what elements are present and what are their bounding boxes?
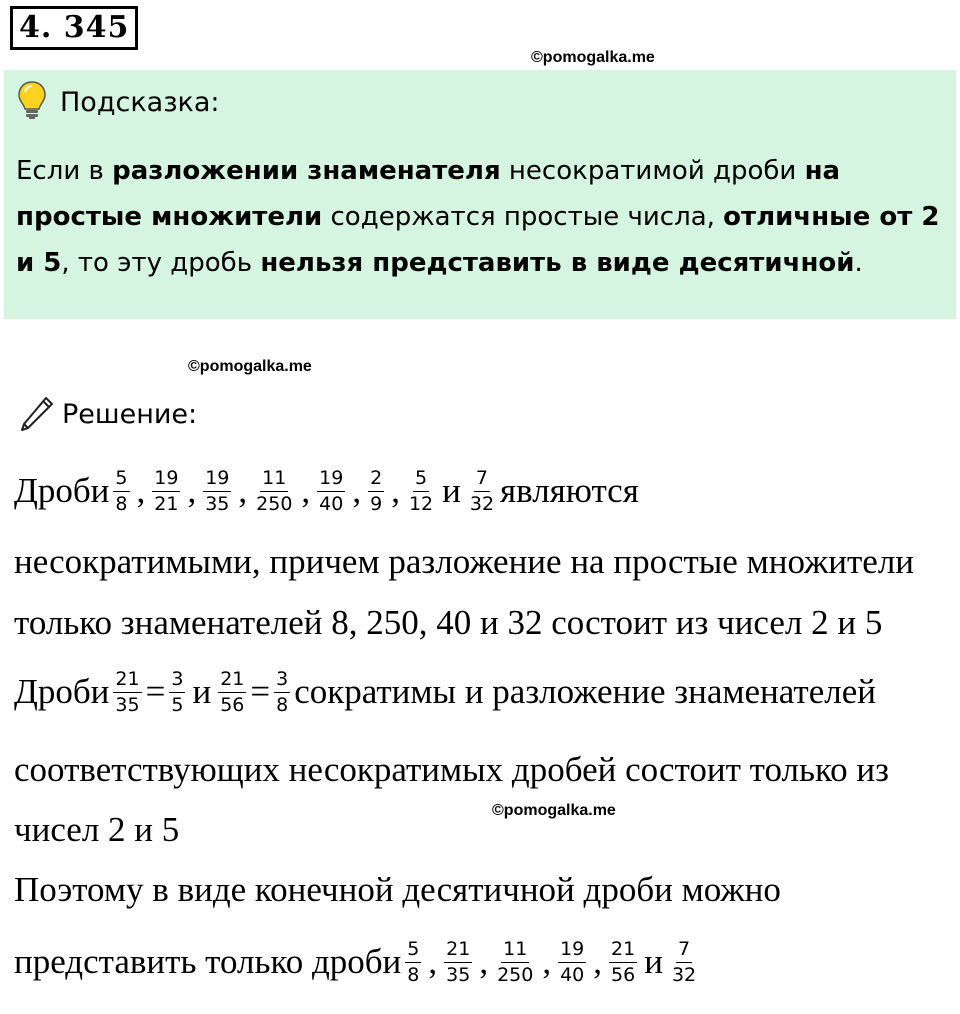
comma: , <box>301 471 311 510</box>
pencil-icon <box>16 392 56 437</box>
comma: , <box>136 471 146 510</box>
fraction <box>203 467 231 516</box>
hint-emphasis: нельзя представить в виде десятичной <box>260 248 855 278</box>
equals-sign: = <box>250 672 271 711</box>
denominator: 56 <box>611 963 636 986</box>
watermark: ©pomogalka.me <box>188 358 312 375</box>
denominator: 56 <box>220 693 245 716</box>
numerator: 11 <box>501 938 529 963</box>
comma: , <box>542 942 552 981</box>
line-text: Дроби <box>14 672 110 711</box>
fraction <box>169 668 185 717</box>
comma: , <box>187 471 197 510</box>
numerator: 21 <box>444 938 472 963</box>
solution-line-5: соответствующих несократимых дробей состоит только из <box>14 750 889 789</box>
line-text: представить только дроби <box>14 942 402 981</box>
hint-text <box>16 148 951 286</box>
numerator: 7 <box>474 467 490 492</box>
line-text: являются <box>500 471 639 510</box>
numerator: 21 <box>218 668 246 693</box>
numerator: 2 <box>368 467 384 492</box>
numerator: 19 <box>558 938 586 963</box>
fraction <box>317 467 345 516</box>
denominator: 40 <box>319 492 344 515</box>
solution-line-2: несократимыми, причем разложение на простые множители <box>14 542 915 581</box>
fraction <box>407 467 435 516</box>
comma: , <box>238 471 248 510</box>
denominator: 35 <box>115 693 140 716</box>
fraction <box>558 938 586 987</box>
problem-number: 4. 345 <box>10 6 138 50</box>
comma: , <box>352 471 362 510</box>
fraction <box>495 938 535 987</box>
fraction <box>152 467 180 516</box>
numerator: 21 <box>609 938 637 963</box>
fraction <box>670 938 698 987</box>
hint-title: Подсказка: <box>60 86 220 118</box>
solution-line-8 <box>14 937 702 987</box>
denominator: 250 <box>497 963 534 986</box>
solution-line-3: только знаменателей 8, 250, 40 и 32 состоит из чисел 2 и 5 <box>14 603 883 642</box>
denominator: 35 <box>446 963 471 986</box>
fraction <box>113 467 129 516</box>
equals-sign: = <box>145 672 166 711</box>
denominator: 8 <box>407 963 420 986</box>
line-text: сократимы и разложение знаменателей <box>294 672 876 711</box>
comma: , <box>428 942 438 981</box>
denominator: 12 <box>408 492 434 515</box>
solution-line-6: чисел 2 и 5 <box>14 810 180 849</box>
solution-line-1 <box>14 466 639 516</box>
solution-title: Решение: <box>62 398 198 430</box>
numerator: 19 <box>203 467 231 492</box>
denominator: 21 <box>154 492 179 515</box>
hint-header <box>16 80 220 124</box>
line-text: Дроби <box>14 471 110 510</box>
hint-fragment: содержатся простые числа, <box>322 202 724 232</box>
fraction <box>254 467 294 516</box>
fraction <box>468 467 496 516</box>
numerator: 3 <box>274 668 290 693</box>
numerator: 19 <box>152 467 180 492</box>
comma: , <box>391 471 400 510</box>
hint-fragment: . <box>854 248 863 278</box>
denominator: 32 <box>469 492 495 515</box>
numerator: 5 <box>413 467 429 492</box>
numerator: 21 <box>113 668 141 693</box>
denominator: 250 <box>256 492 293 515</box>
numerator: 5 <box>113 467 129 492</box>
lightbulb-icon <box>16 80 48 125</box>
numerator: 7 <box>676 938 692 963</box>
watermark: ©pomogalka.me <box>531 49 655 66</box>
solution-header <box>16 392 197 436</box>
denominator: 35 <box>205 492 230 515</box>
conjunction: и <box>192 672 212 711</box>
hint-fragment: Если в <box>16 156 113 186</box>
denominator: 5 <box>171 693 184 716</box>
watermark: ©pomogalka.me <box>492 802 616 819</box>
hint-emphasis: отличные от 2 и 5 <box>16 202 940 278</box>
fraction <box>218 668 246 717</box>
solution-line-4 <box>14 667 876 717</box>
hint-fragment: несократимой дроби <box>500 156 805 186</box>
fraction <box>113 668 141 717</box>
numerator: 3 <box>169 668 185 693</box>
numerator: 11 <box>260 467 288 492</box>
hint-emphasis: разложении знаменателя <box>112 156 501 186</box>
conjunction: и <box>442 471 461 510</box>
denominator: 40 <box>560 963 585 986</box>
fraction <box>368 467 384 516</box>
fraction <box>609 938 637 987</box>
hint-emphasis: на простые множители <box>16 156 841 232</box>
numerator: 19 <box>317 467 345 492</box>
denominator: 8 <box>276 693 289 716</box>
numerator: 5 <box>405 938 421 963</box>
fraction <box>274 668 290 717</box>
fraction <box>444 938 472 987</box>
comma: , <box>479 942 489 981</box>
solution-line-7: Поэтому в виде конечной десятичной дроби можно <box>14 870 781 909</box>
denominator: 8 <box>115 492 128 515</box>
hint-fragment: , то эту дробь <box>61 248 261 278</box>
comma: , <box>593 942 603 981</box>
denominator: 32 <box>671 963 697 986</box>
denominator: 9 <box>370 492 383 515</box>
fraction <box>405 938 421 987</box>
conjunction: и <box>644 942 663 981</box>
